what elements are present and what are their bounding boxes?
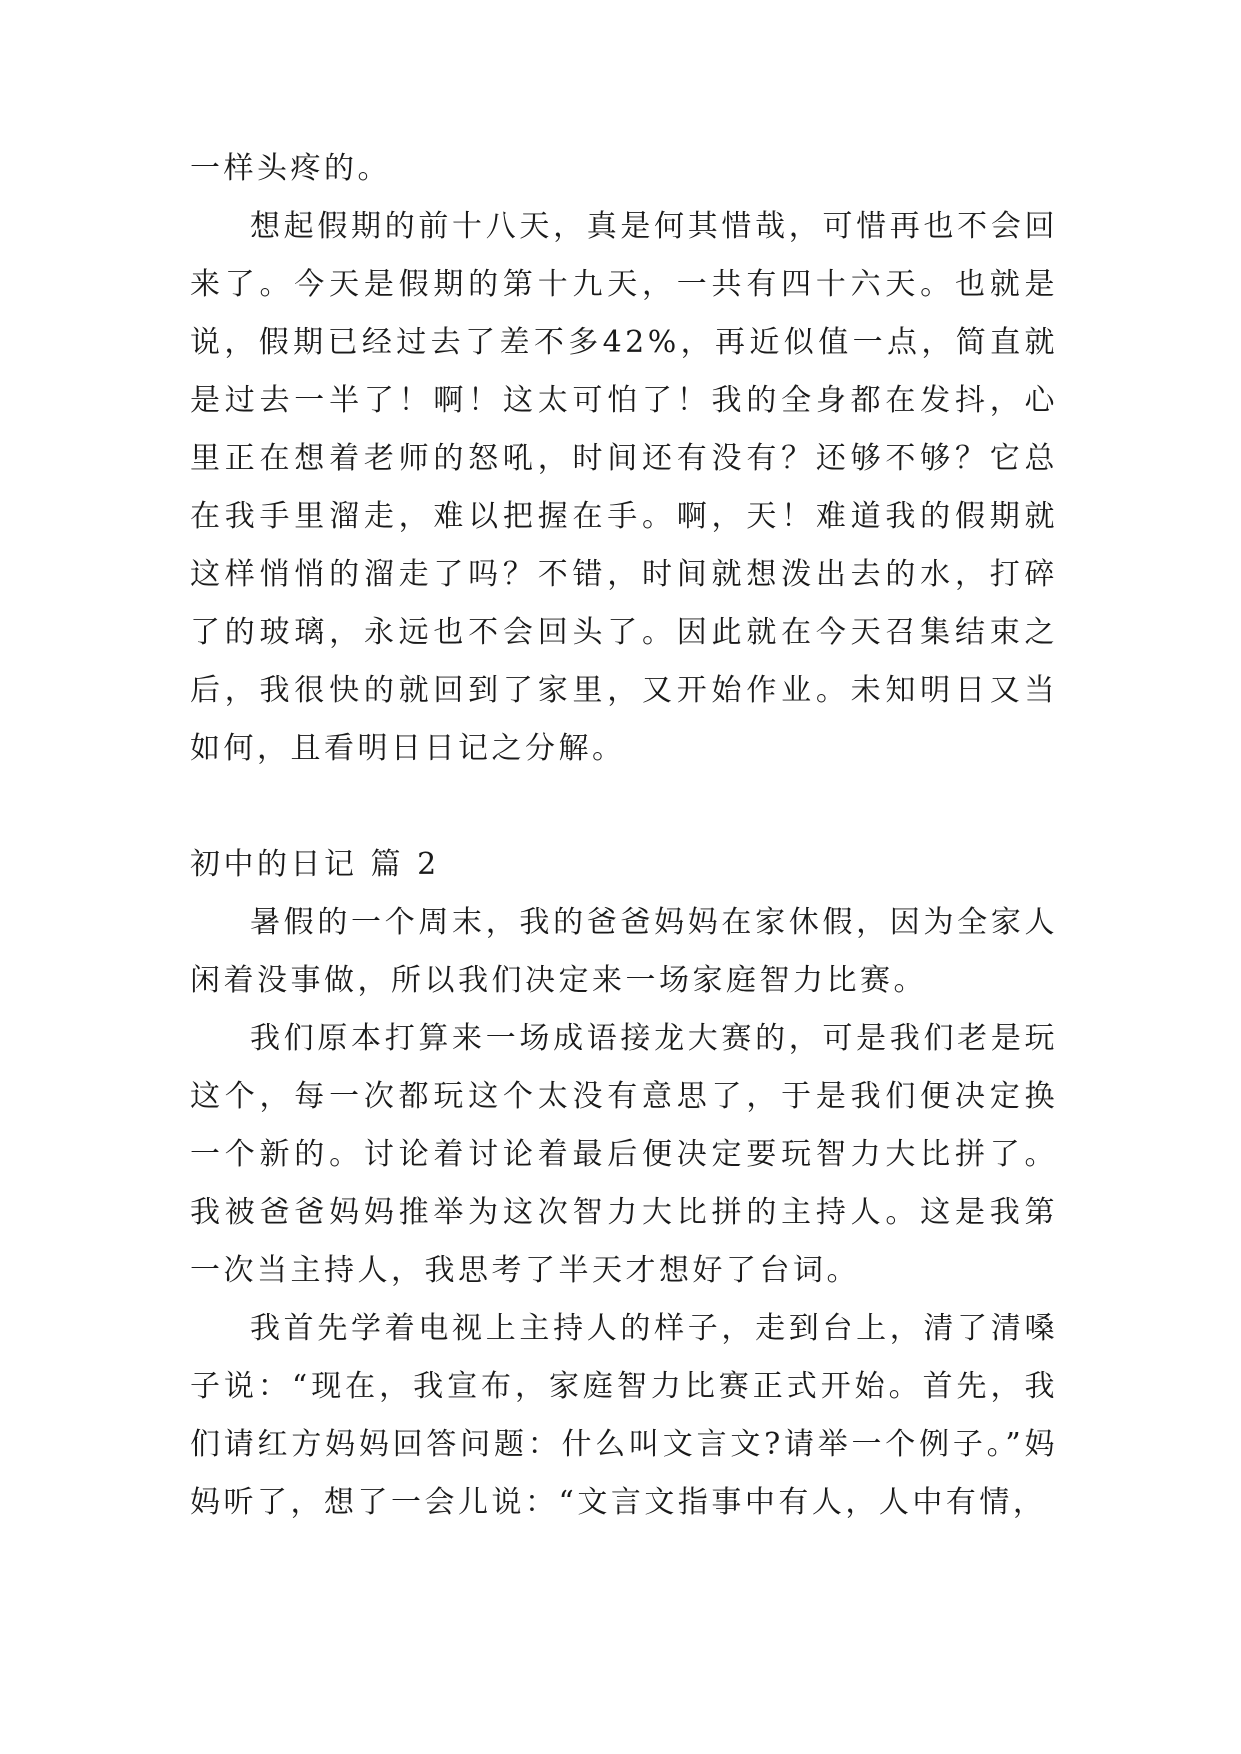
- document-body: [190, 140, 1058, 1532]
- section-spacer: [190, 778, 1058, 836]
- paragraph-3: 我们原本打算来一场成语接龙大赛的，可是我们老是玩这个，每一次都玩这个太没有意思了，于是我们便决定换一个新的。讨论着讨论着最后便决定要玩智力大比拼了。我被爸爸妈妈推举为这次智力大比拼的主持人。这是我第一次当主持人，我思考了半天才想好了台词。: [190, 1021, 1058, 1288]
- continuation-paragraph: 一样头疼的。: [190, 151, 391, 186]
- paragraph-4: 我首先学着电视上主持人的样子，走到台上，清了清嗓子说：“现在，我宣布，家庭智力比赛正式开始。首先，我们请红方妈妈回答问题：什么叫文言文?请举一个例子。”妈妈听了，想了一会儿说：“文言文指事中有人，人中有情，: [190, 1311, 1058, 1520]
- section-heading: 初中的日记 篇 2: [190, 847, 440, 882]
- paragraph-2: 暑假的一个周末，我的爸爸妈妈在家休假，因为全家人闲着没事做，所以我们决定来一场家庭智力比赛。: [190, 905, 1058, 998]
- paragraph-1: 想起假期的前十八天，真是何其惜哉，可惜再也不会回来了。今天是假期的第十九天，一共有四十六天。也就是说，假期已经过去了差不多42%，再近似值一点，简直就是过去一半了！啊！这太可怕了！我的全身都在发抖，心里正在想着老师的怒吼，时间还有没有？还够不够？它总在我手里溜走，难以把握在手。啊，天！难道我的假期就这样悄悄的溜走了吗？不错，时间就想泼出去的水，打碎了的玻璃，永远也不会回头了。因此就在今天召集结束之后，我很快的就回到了家里，又开始作业。未知明日又当如何，且看明日日记之分解。: [190, 209, 1058, 766]
